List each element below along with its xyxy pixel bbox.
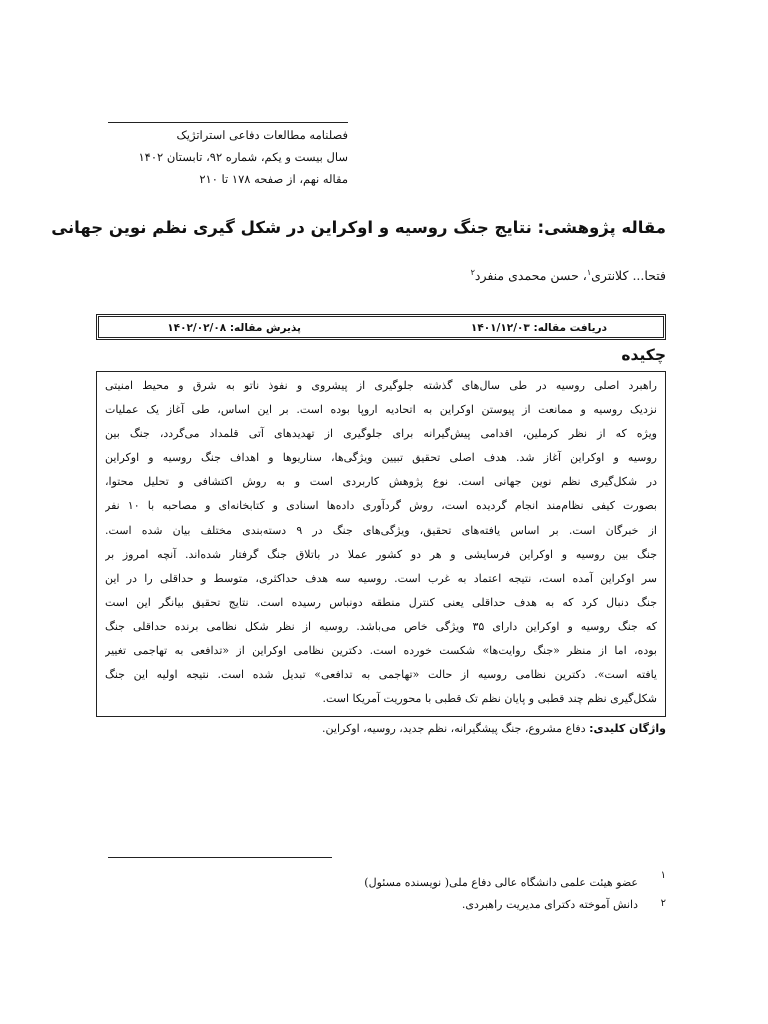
abstract-line: ویژه که از نظر کرملین، اقدامی پیش‌گیرانه برای جلوگیری از تهدیدهای آتی قلمداد می‌گردد، جنگ بین [105, 427, 657, 441]
keywords-line [100, 722, 666, 735]
journal-pages: مقاله نهم، از صفحه ۱۷۸ تا ۲۱۰ [199, 172, 348, 186]
abstract-line: سر اوکراین آمده است، نتیجه اعتماد به غرب است. روسیه سه هدف حداکثری، متوسط و حداقلی را در این [105, 571, 657, 585]
article-title: مقاله پژوهشی: نتایج جنگ روسیه و اوکراین در شکل گیری نظم نوین جهانی [51, 218, 666, 237]
footnote-number: ۱ [660, 870, 666, 881]
authors-line [100, 268, 666, 283]
abstract-heading: چکیده [621, 346, 666, 364]
author-2: حسن محمدی منفرد [474, 268, 579, 284]
abstract-line: که جنگ روسیه و اوکراین دارای ۳۵ ویژگی خاص می‌باشد. روسیه از نظر شکل نظامی برنده حداقلی جنگ [105, 619, 657, 633]
abstract-line: جنگ بین روسیه و اوکراین فرسایشی و هر دو کشور عملا در باتلاق جنگ گرفتار شده‌اند. آنچه امروز بر [105, 547, 657, 561]
abstract-line: نزدیک روسیه و ممانعت از پیوستن اوکراین به اتحادیه اروپا بوده است. بر این اساس، طی آغاز یک عملیات [105, 403, 657, 417]
journal-name: فصلنامه مطالعات دفاعی استراتژیک [176, 128, 348, 142]
author-2-footnote-mark: ۲ [470, 268, 475, 277]
abstract-line: روسیه و اوکراین آغاز شد. هدف اصلی تحقیق تبیین ویژگی‌ها، سناریوها و اهداف جنگ روسیه و اوکراین [105, 451, 657, 465]
abstract-line: بوده، اما از منظر «جنگ روایت‌ها» شکست خورده است. دکترین نظامی اوکراین از «تدافعی به تهاجمی تغییر [105, 644, 657, 658]
keywords-text: دفاع مشروع، جنگ پیشگیرانه، نظم جدید، روسیه، اوکراین. [322, 722, 590, 735]
author-1-footnote-mark: ۱ [586, 268, 592, 277]
abstract-box [96, 371, 666, 717]
abstract-line: در شکل‌گیری نظم نوین جهانی است. نوع پژوهش کاربردی است و به روش اکتشافی و تحلیل محتوا، [105, 475, 657, 489]
abstract-line: یافته است». دکترین نظامی روسیه از حالت «تهاجمی به تدافعی» تبدیل شده است. نتیجه اولیه این جنگ [105, 668, 657, 682]
footnote-number: ۲ [660, 898, 666, 909]
footnote-rule [108, 857, 332, 858]
abstract-line: شکل‌گیری نظم چند قطبی و پایان نظم تک قطبی با محوریت آمریکا است. [322, 692, 657, 706]
abstract-line: بصورت کیفی نظام‌مند انجام گردیده است، روش گردآوری داده‌ها اسنادی و کتابخانه‌ای و مصاحبه با ۱۰ نفر [105, 499, 657, 513]
author-1: فتحا... کلانتری [591, 268, 666, 284]
dates-box [96, 314, 666, 340]
abstract-line: جنگ دنبال کرد که به هدف حداقلی یعنی کنترل منطقه دونباس رسیده است. نتایج تحقیق بیانگر این است [105, 595, 657, 609]
abstract-line: راهبرد اصلی روسیه در طی سال‌های گذشته جلوگیری از پیشروی و نفوذ ناتو به شرق و محیط امنیتی [105, 379, 657, 392]
received-date: دریافت مقاله: ۱۴۰۱/۱۲/۰۳ [470, 322, 607, 334]
journal-header-rule [108, 122, 348, 123]
accepted-date: پذیرش مقاله: ۱۴۰۲/۰۲/۰۸ [167, 322, 301, 334]
abstract-line: از خبرگان است. بر اساس یافته‌های تحقیق، ویژگی‌های جنگ در ۹ دسته‌بندی مختلف بیان شده است. [105, 523, 657, 537]
journal-header [108, 124, 348, 190]
footnote-text: دانش آموخته دکترای مدیریت راهبردی. [461, 898, 638, 911]
author-separator: ، [578, 268, 587, 284]
journal-issue: سال بیست و یکم، شماره ۹۲، تابستان ۱۴۰۲ [138, 150, 348, 164]
footnote-text: عضو هیئت علمی دانشگاه عالی دفاع ملی( نویسنده مسئول) [364, 876, 638, 889]
keywords-label: واژگان کلیدی: [589, 722, 666, 735]
